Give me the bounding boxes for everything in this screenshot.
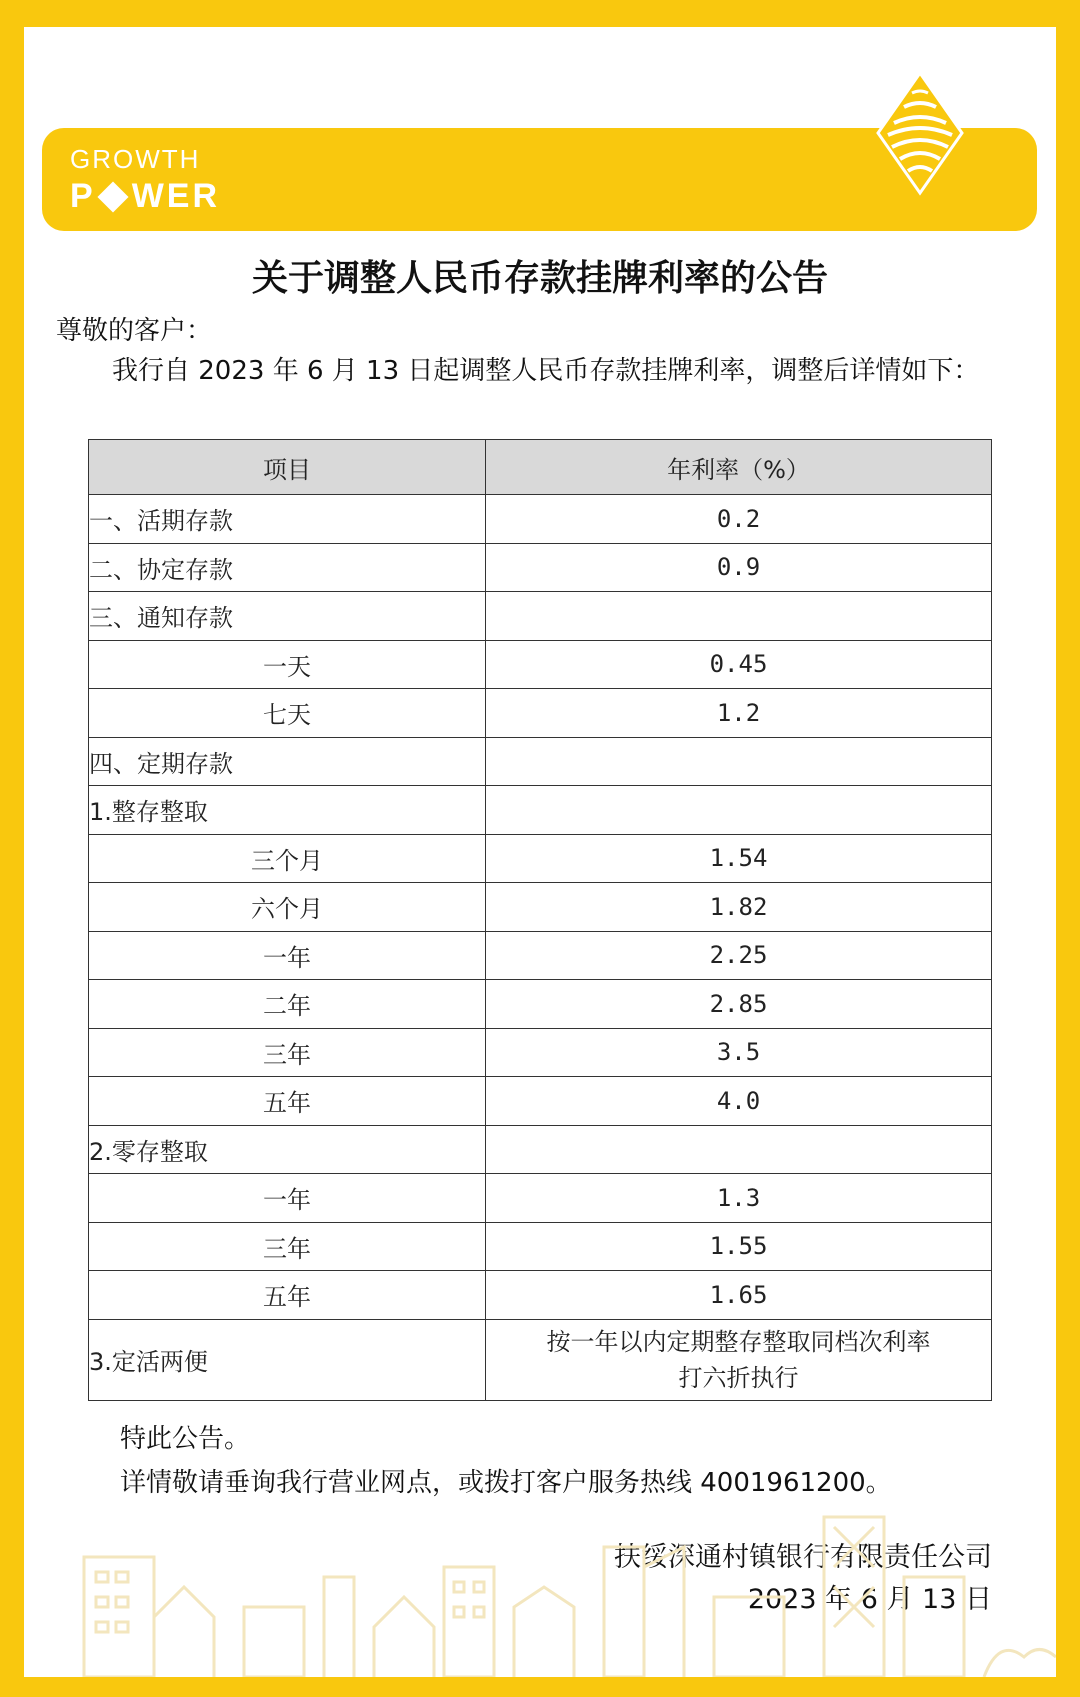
rate-cell: 0.2 [486, 495, 992, 544]
item-cell: 六个月 [89, 883, 486, 932]
table-row [89, 1174, 992, 1223]
brand-line-1: GROWTH [70, 144, 201, 174]
item-cell: 二年 [89, 980, 486, 1029]
announcement-title: 关于调整人民币存款挂牌利率的公告 [251, 258, 828, 299]
item-cell: 三、通知存款 [89, 592, 486, 641]
announcement-paper [24, 27, 1056, 1677]
rate-cell: 2.85 [486, 980, 992, 1029]
rate-cell: 2.25 [486, 931, 992, 980]
table-row [89, 592, 992, 641]
table-row [89, 1125, 992, 1174]
rate-cell [486, 786, 992, 835]
greeting: 尊敬的客户： [56, 316, 213, 346]
item-cell: 七天 [89, 689, 486, 738]
rate-cell [486, 737, 992, 786]
table-row [89, 786, 992, 835]
table-row [89, 1222, 992, 1271]
closing-line-2: 详情敬请垂询我行营业网点，或拨打客户服务热线 4001961200。 [120, 1468, 892, 1498]
rate-cell: 1.55 [486, 1222, 992, 1271]
item-cell: 一、活期存款 [89, 495, 486, 544]
brand-line-2 [70, 177, 220, 216]
rate-cell [486, 592, 992, 641]
rate-cell: 1.54 [486, 834, 992, 883]
signature-company: 扶绥深通村镇银行有限责任公司 [614, 1542, 992, 1573]
item-cell: 一年 [89, 1174, 486, 1223]
table-row [89, 737, 992, 786]
item-cell: 1.整存整取 [89, 786, 486, 835]
rate-note-line-2: 打六折执行 [678, 1363, 799, 1392]
brand-line-2-end: WER [131, 177, 221, 215]
item-cell: 三年 [89, 1028, 486, 1077]
header-rate: 年利率（%） [486, 440, 992, 495]
rate-cell: 1.82 [486, 883, 992, 932]
item-cell: 三年 [89, 1222, 486, 1271]
table-row [89, 883, 992, 932]
city-skyline-decoration [24, 1427, 1056, 1677]
item-cell: 二、协定存款 [89, 543, 486, 592]
item-cell: 四、定期存款 [89, 737, 486, 786]
table-row [89, 1319, 992, 1400]
rate-cell: 4.0 [486, 1077, 992, 1126]
table-row [89, 543, 992, 592]
table-row [89, 834, 992, 883]
table-row [89, 495, 992, 544]
table-row [89, 640, 992, 689]
rate-cell: 1.3 [486, 1174, 992, 1223]
rate-cell: 1.2 [486, 689, 992, 738]
rate-cell [486, 1125, 992, 1174]
bank-logo-icon [872, 67, 968, 197]
rates-table [88, 439, 992, 1401]
table-header-row [89, 440, 992, 495]
item-cell: 2.零存整取 [89, 1125, 486, 1174]
rate-cell: 0.9 [486, 543, 992, 592]
diamond-icon [97, 181, 128, 212]
signature-date: 2023 年 6 月 13 日 [747, 1584, 992, 1615]
rate-cell: 3.5 [486, 1028, 992, 1077]
item-cell: 五年 [89, 1077, 486, 1126]
item-cell: 一年 [89, 931, 486, 980]
intro-paragraph: 我行自 2023 年 6 月 13 日起调整人民币存款挂牌利率，调整后详情如下： [112, 356, 980, 386]
table-row [89, 1271, 992, 1320]
table-row [89, 689, 992, 738]
table-row [89, 980, 992, 1029]
item-cell: 三个月 [89, 834, 486, 883]
brand-line-2-start: P [70, 177, 96, 215]
rate-note-line-1: 按一年以内定期整存整取同档次利率 [546, 1327, 931, 1356]
table-row [89, 1077, 992, 1126]
header-item: 项目 [89, 440, 486, 495]
item-cell: 一天 [89, 640, 486, 689]
rate-cell [486, 1319, 992, 1400]
table-row [89, 1028, 992, 1077]
rate-cell: 0.45 [486, 640, 992, 689]
item-cell: 3.定活两便 [89, 1319, 486, 1400]
rate-cell: 1.65 [486, 1271, 992, 1320]
table-row [89, 931, 992, 980]
closing-line-1: 特此公告。 [120, 1424, 251, 1454]
item-cell: 五年 [89, 1271, 486, 1320]
